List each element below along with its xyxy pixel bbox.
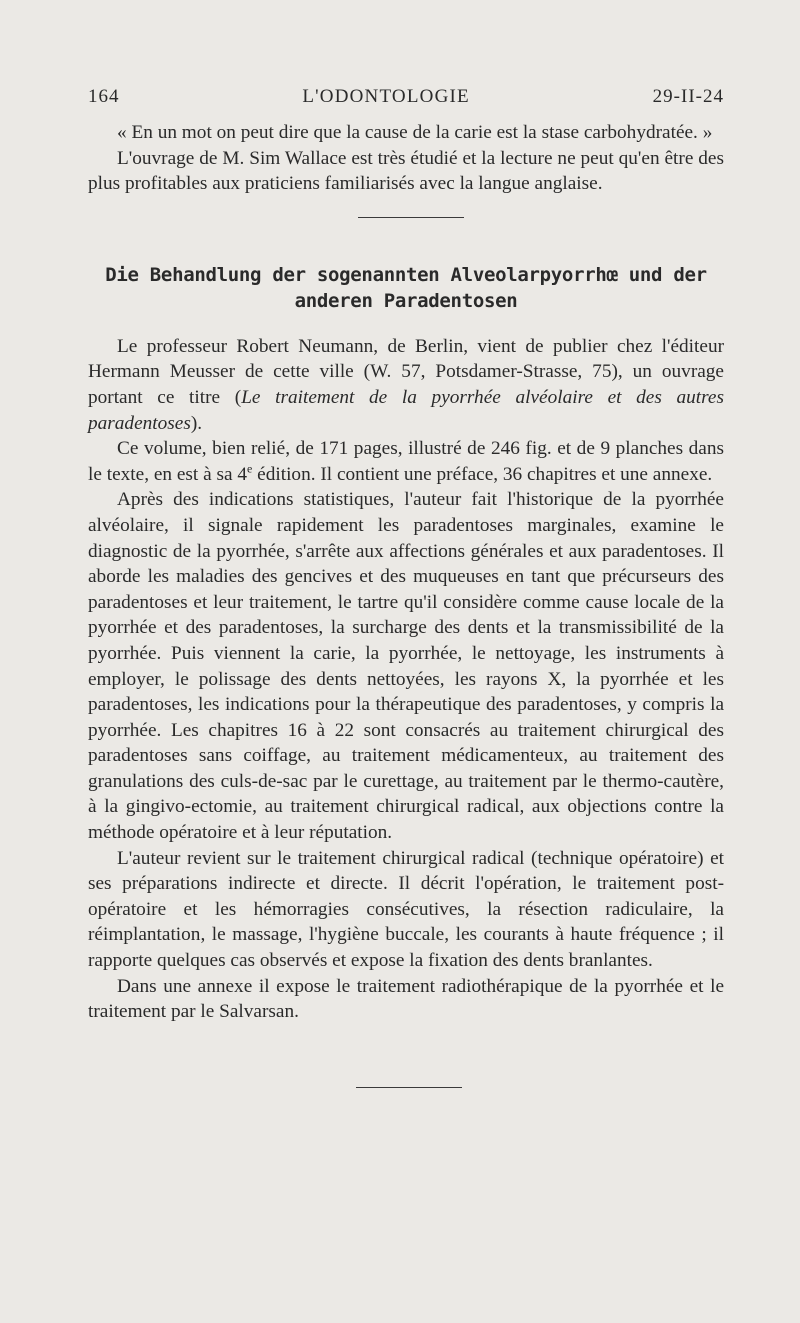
article-title-line-2: anderen Paradentosen	[294, 289, 518, 312]
page	[88, 86, 724, 1088]
article-paragraph-2	[88, 436, 724, 487]
intro-quote-paragraph: « En un mot on peut dire que la cause de la carie est la stase carbohydratée. »	[117, 122, 713, 143]
page-number: 164	[88, 86, 120, 107]
article-book-title: Le traitement de la pyorrhée alvéolaire et des autres paradentoses	[88, 386, 724, 434]
article-p2-end: édition. Il contient une préface, 36 chapitres et une annexe.	[252, 463, 713, 485]
journal-title: L'ODONTOLOGIE	[302, 86, 470, 107]
article-paragraph-4: L'auteur revient sur le traitement chirurgical radical (technique opératoire) et ses préparations indirecte et directe. Il décrit l'opération, le traitement post-opératoire et les hémorragies consécutives, la résection radiculaire, la réimplantation, le massage, l'hygiène buccale, les courants à haute fréquence ; il rapporte quelques cas observés et expose la fixation des dents branlantes.	[88, 847, 724, 972]
section-divider	[358, 217, 464, 218]
edition-superscript: e	[247, 461, 253, 476]
running-head	[88, 86, 724, 120]
issue-date: 29-II-24	[652, 86, 724, 107]
article-p1-end: ).	[190, 412, 203, 434]
article-paragraph-3: Après des indications statistiques, l'auteur fait l'historique de la pyorrhée alvéolaire, il signale rapidement les paradentoses marginales, examine le diagnostic de la pyorrhée, s'arrête aux affections générales et aux paradentoses. Il aborde les maladies des gencives et des muqueuses en tant que précurseurs des paradentoses et leur traitement, le tartre qu'il considère comme cause locale de la pyorrhée et des paradentoses, la surcharge des dents et la transmissibilité de la pyorrhée. Puis viennent la carie, la pyorrhée, le nettoyage, les instruments à employer, le polissage des dents nettoyées, les rayons X, la pyorrhée et les paradentoses, les indications pour la thérapeutique des paradentoses, y compris la pyorrhée. Les chapitres 16 à 22 sont consacrés au traitement chirurgical des paradentoses sans coiffage, au traitement médicamenteux, au traitement des granulations des culs-de-sac par le curettage, au traitement par le thermo-cautère, à la gingivo-ectomie, au traitement chirurgical radical, aux objections contre la méthode opératoire et à leur réputation.	[88, 489, 724, 844]
intro-review-paragraph: L'ouvrage de M. Sim Wallace est très étudié et la lecture ne peut qu'en être des plus profitables aux praticiens familiarisés avec la langue anglaise.	[88, 147, 724, 195]
article-paragraph-5: Dans une annexe il expose le traitement radiothérapique de la pyorrhée et le traitement par le Salvarsan.	[88, 975, 724, 1023]
article-p1-start: Le professeur Robert Neumann, de Berlin, vient de publier chez l'éditeur Hermann Meusser de cette ville (W. 57, Potsdamer-Strasse, 75), un ouvrage portant ce titre (	[88, 335, 724, 408]
article-title	[88, 262, 724, 314]
article-title-line-1: Die Behandlung der sogenannten Alveolarpyorrhœ und der	[105, 263, 707, 286]
end-divider	[356, 1087, 462, 1088]
article-paragraph-1	[88, 334, 724, 436]
article-p2-start: Ce volume, bien relié, de 171 pages, illustré de 246 fig. et de 9 planches dans le texte, en est à sa 4	[88, 438, 724, 485]
